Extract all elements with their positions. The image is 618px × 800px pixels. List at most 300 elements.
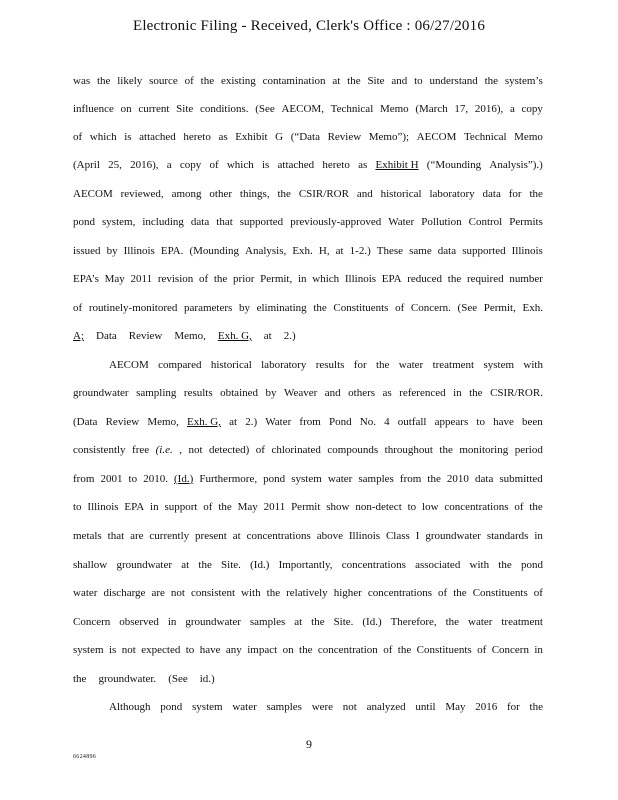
word: source [149, 75, 178, 87]
word: data [475, 473, 494, 485]
word: the [213, 273, 228, 285]
word: Importantly, [278, 559, 333, 571]
word: No. [359, 416, 376, 428]
word: influence [73, 103, 114, 115]
word: system’s [504, 75, 543, 87]
word: analyzed [366, 701, 406, 713]
word: of [198, 273, 209, 285]
word: Site [176, 103, 194, 115]
word: at [332, 75, 341, 87]
word: to [407, 501, 417, 513]
body-line [73, 643, 543, 657]
word: the [73, 673, 87, 685]
word: Review [327, 131, 362, 143]
word: from [73, 473, 95, 485]
word: understand [429, 75, 478, 87]
word: the [299, 644, 313, 656]
word: A; [73, 330, 84, 342]
word: the [198, 559, 212, 571]
word: previously-approved [290, 216, 382, 228]
word: above [316, 530, 343, 542]
word: copy [521, 103, 543, 115]
word: concentrations [367, 587, 432, 599]
word: samples [249, 616, 286, 628]
word: (See [168, 673, 188, 685]
word: with [241, 587, 261, 599]
word: CSIR/ROR [298, 188, 349, 200]
body-line [109, 700, 543, 714]
word: throughout [384, 444, 433, 456]
body-line [73, 672, 543, 686]
word: of [184, 75, 194, 87]
word: Technical [330, 103, 374, 115]
word: groundwater [185, 616, 241, 628]
body-line [73, 102, 543, 116]
word: samples [358, 473, 394, 485]
word: id.) [199, 673, 215, 685]
word: were [311, 701, 334, 713]
word: system, [102, 216, 136, 228]
word: Memo, [147, 416, 179, 428]
word: at [181, 559, 190, 571]
word: system [291, 473, 322, 485]
word: have [493, 416, 514, 428]
word: Illinois [344, 273, 377, 285]
word: the [529, 188, 543, 200]
word: Pollution [421, 216, 462, 228]
word: Exhibit [235, 131, 268, 143]
word: currently [149, 530, 190, 542]
word: Control [468, 216, 503, 228]
word: 2016), [474, 103, 504, 115]
word: Review [105, 416, 140, 428]
word: hereto [322, 159, 350, 171]
word: system [73, 644, 104, 656]
word: These [376, 245, 404, 257]
word: the [200, 75, 215, 87]
word: I [415, 530, 420, 542]
word: as [358, 159, 368, 171]
word: is [261, 159, 270, 171]
word: that [216, 216, 233, 228]
word: not [121, 644, 136, 656]
word: supported [462, 245, 506, 257]
word: Constituents [472, 587, 528, 599]
word: free [132, 444, 150, 456]
word: EPA [381, 273, 402, 285]
word: in [297, 273, 307, 285]
word: compounds [327, 444, 379, 456]
word: the [397, 644, 412, 656]
word: of [73, 302, 83, 314]
word: May [445, 701, 466, 713]
word: Exh. [522, 302, 543, 314]
word: 2010. [143, 473, 168, 485]
word: which [89, 131, 117, 143]
body-line [73, 158, 543, 172]
word: present [195, 530, 227, 542]
word: Class [385, 530, 410, 542]
word: are [151, 587, 165, 599]
word: higher [333, 587, 362, 599]
word: (See [457, 302, 478, 314]
word: Concern. [410, 302, 451, 314]
word: prior [233, 273, 255, 285]
word: observed [119, 616, 159, 628]
word: pond [73, 216, 95, 228]
word: G [275, 131, 284, 143]
word: are [130, 530, 144, 542]
word: until [415, 701, 436, 713]
word: at [263, 330, 272, 342]
word: samples [266, 701, 302, 713]
word: Illinois [87, 501, 119, 513]
word: 2016 [475, 701, 498, 713]
word: for [353, 359, 367, 371]
body-line [73, 472, 543, 486]
word: from [399, 473, 422, 485]
word: Illinois [511, 245, 543, 257]
word: Memo [514, 131, 543, 143]
word: treatment [432, 359, 475, 371]
word: same [409, 245, 432, 257]
word: of [73, 131, 83, 143]
word: concentrations [444, 501, 509, 513]
word: the [375, 359, 390, 371]
word: number [509, 273, 543, 285]
word: any [225, 644, 242, 656]
word: attached [139, 131, 176, 143]
body-line [73, 386, 543, 400]
word: of [438, 587, 448, 599]
word: Site [367, 75, 385, 87]
word: show [326, 501, 350, 513]
word: a [509, 103, 515, 115]
word: to [476, 416, 485, 428]
word: attached [277, 159, 315, 171]
word: EPA. [160, 245, 184, 257]
word: Illinois [348, 530, 381, 542]
word: pond [520, 559, 543, 571]
word: the [529, 701, 543, 713]
body-line [73, 329, 543, 343]
word: Site. [221, 559, 241, 571]
word: H, [318, 245, 330, 257]
word: others [348, 387, 376, 399]
word: Exh. G, [187, 416, 221, 428]
word: impact [247, 644, 278, 656]
word: as [218, 131, 228, 143]
word: Exhibit H [375, 159, 419, 171]
word: non-detect [355, 501, 402, 513]
word: outfall [397, 416, 427, 428]
word: reviewed, [120, 188, 164, 200]
body-line [73, 443, 543, 457]
word: the [484, 75, 499, 87]
word: which [312, 273, 340, 285]
word: including [142, 216, 184, 228]
word: routinely-monitored [88, 302, 178, 314]
word: (“Mounding [426, 159, 482, 171]
word: which [226, 159, 254, 171]
word: in [150, 501, 159, 513]
word: data [437, 245, 457, 257]
word: on [120, 103, 132, 115]
word: for [508, 188, 522, 200]
word: Permit [291, 501, 321, 513]
word: Exh. [292, 245, 313, 257]
word: Pond [328, 416, 352, 428]
word: (i.e. [155, 444, 173, 456]
word: the [447, 273, 462, 285]
word: laboratory [261, 359, 307, 371]
word: historical [210, 359, 252, 371]
word: copy [179, 159, 202, 171]
word: groundwater [116, 559, 173, 571]
word: historical [380, 188, 422, 200]
body-line [73, 301, 543, 315]
word: 25, [108, 159, 122, 171]
word: Permits [509, 216, 543, 228]
word: the [96, 75, 111, 87]
word: not [342, 701, 357, 713]
word: period [514, 444, 543, 456]
word: laboratory [429, 188, 475, 200]
word: that [107, 530, 125, 542]
word: water [468, 616, 493, 628]
word: groundwater [73, 387, 129, 399]
word: concentration [317, 644, 378, 656]
word: was [73, 75, 91, 87]
word: sampling [136, 387, 177, 399]
word: current [138, 103, 170, 115]
word: of [383, 644, 393, 656]
word: contamination [262, 75, 326, 87]
filing-header: Electronic Filing - Received, Clerk's Office : 06/27/2016 [132, 18, 486, 34]
body-line [73, 187, 543, 201]
word: treatment [501, 616, 543, 628]
word: among [171, 188, 202, 200]
word: (Data [73, 416, 98, 428]
word: (Id.) [250, 559, 270, 571]
word: with [523, 359, 543, 371]
word: of [255, 444, 265, 456]
body-line [109, 358, 543, 372]
body-line [73, 558, 543, 572]
word: results [183, 387, 213, 399]
word: not [188, 444, 203, 456]
word: by [238, 302, 250, 314]
word: to [128, 473, 138, 485]
word: AECOM [73, 188, 113, 200]
word: conditions. [199, 103, 249, 115]
word: standards [486, 530, 529, 542]
word: chlorinated [271, 444, 321, 456]
word: water [327, 473, 353, 485]
word: of [203, 501, 213, 513]
word: results [315, 359, 345, 371]
word: AECOM [416, 131, 457, 143]
word: Illinois [123, 245, 155, 257]
word: groundwater [425, 530, 481, 542]
word: monitoring [459, 444, 509, 456]
word: at [294, 616, 303, 628]
word: concentrations [246, 530, 311, 542]
word: (Mounding [189, 245, 239, 257]
word: compared [158, 359, 202, 371]
word: issued [73, 245, 101, 257]
word: at [232, 530, 241, 542]
word: appears [434, 416, 469, 428]
word: Data [96, 330, 117, 342]
body-line [73, 415, 543, 429]
word: EPA [124, 501, 145, 513]
word: at [229, 416, 238, 428]
word: the [427, 473, 441, 485]
word: May [237, 501, 258, 513]
word: (“Data [290, 131, 320, 143]
word: eliminating [256, 302, 307, 314]
word: 2010 [446, 473, 469, 485]
word: with [469, 559, 490, 571]
word: by [106, 245, 118, 257]
word: the [453, 587, 467, 599]
word: the [498, 559, 512, 571]
body-line [73, 529, 543, 543]
word: the [277, 188, 291, 200]
word: to [414, 75, 423, 87]
word: 2011 [263, 501, 286, 513]
word: 2.) [283, 330, 296, 342]
body-line [73, 74, 543, 88]
word: 2.) [245, 416, 258, 428]
word: Exh. G, [217, 330, 252, 342]
word: expected [141, 644, 181, 656]
word: of [395, 302, 405, 314]
word: in [167, 616, 177, 628]
word: the [347, 75, 361, 87]
word: May [104, 273, 125, 285]
word: Memo [379, 103, 409, 115]
word: Memo, [174, 330, 206, 342]
word: revision [157, 273, 194, 285]
word: Weaver [283, 387, 318, 399]
body-line [73, 244, 543, 258]
word: have [199, 644, 221, 656]
word: AECOM, [281, 103, 324, 115]
body-line [73, 615, 543, 629]
word: been [522, 416, 543, 428]
word: shallow [73, 559, 108, 571]
word: data [482, 188, 501, 200]
word: data [190, 216, 210, 228]
word: from [299, 416, 321, 428]
word: (March [415, 103, 448, 115]
word: , [179, 444, 182, 456]
word: water [73, 587, 98, 599]
word: Constituents [416, 644, 472, 656]
word: Memo”); [368, 131, 410, 143]
word: EPA’s [73, 273, 99, 285]
word: consistently [73, 444, 126, 456]
word: in [534, 644, 543, 656]
document-id: 6624896 [73, 754, 97, 760]
word: Technical [463, 131, 507, 143]
word: metals [73, 530, 102, 542]
word: by [265, 387, 277, 399]
word: the [439, 444, 453, 456]
word: system [192, 701, 223, 713]
word: not [170, 587, 185, 599]
word: the [311, 616, 325, 628]
word: water [398, 359, 424, 371]
word: reduced [407, 273, 443, 285]
word: the [218, 501, 232, 513]
word: of [514, 501, 524, 513]
word: at [335, 245, 344, 257]
word: the [313, 302, 327, 314]
word: and [356, 188, 373, 200]
word: (Id.) [174, 473, 194, 485]
word: as [382, 387, 392, 399]
word: 1-2.) [349, 245, 371, 257]
body-line [73, 586, 543, 600]
word: to [73, 501, 82, 513]
word: and [391, 75, 408, 87]
word: (See [255, 103, 275, 115]
word: Water [388, 216, 415, 228]
word: likely [117, 75, 143, 87]
word: the [266, 587, 281, 599]
word: (Id.) [362, 616, 382, 628]
word: Constituents [333, 302, 389, 314]
word: Water [265, 416, 292, 428]
word: Site. [333, 616, 354, 628]
word: in [534, 530, 543, 542]
word: the [529, 501, 543, 513]
page-number: 9 [306, 737, 312, 751]
word: other [209, 188, 233, 200]
word: water [232, 701, 257, 713]
word: discharge [103, 587, 146, 599]
word: existing [220, 75, 256, 87]
word: a [166, 159, 172, 171]
word: on [282, 644, 294, 656]
word: 2011 [130, 273, 153, 285]
body-line [73, 130, 543, 144]
word: 2016), [130, 159, 159, 171]
word: 4 [384, 416, 390, 428]
word: pond [160, 701, 183, 713]
word: hereto [183, 131, 211, 143]
body-line [73, 500, 543, 514]
word: things, [239, 188, 270, 200]
word: support [164, 501, 198, 513]
body-line [73, 272, 543, 286]
word: low [422, 501, 439, 513]
word: Permit, [260, 273, 293, 285]
word: 17, [454, 103, 469, 115]
word: (April [73, 159, 100, 171]
word: required [466, 273, 504, 285]
word: Furthermore, [199, 473, 258, 485]
word: of [477, 644, 487, 656]
word: groundwater. [98, 673, 157, 685]
word: detected) [209, 444, 250, 456]
word: pond [263, 473, 286, 485]
word: associated [415, 559, 461, 571]
word: parameters [184, 302, 233, 314]
